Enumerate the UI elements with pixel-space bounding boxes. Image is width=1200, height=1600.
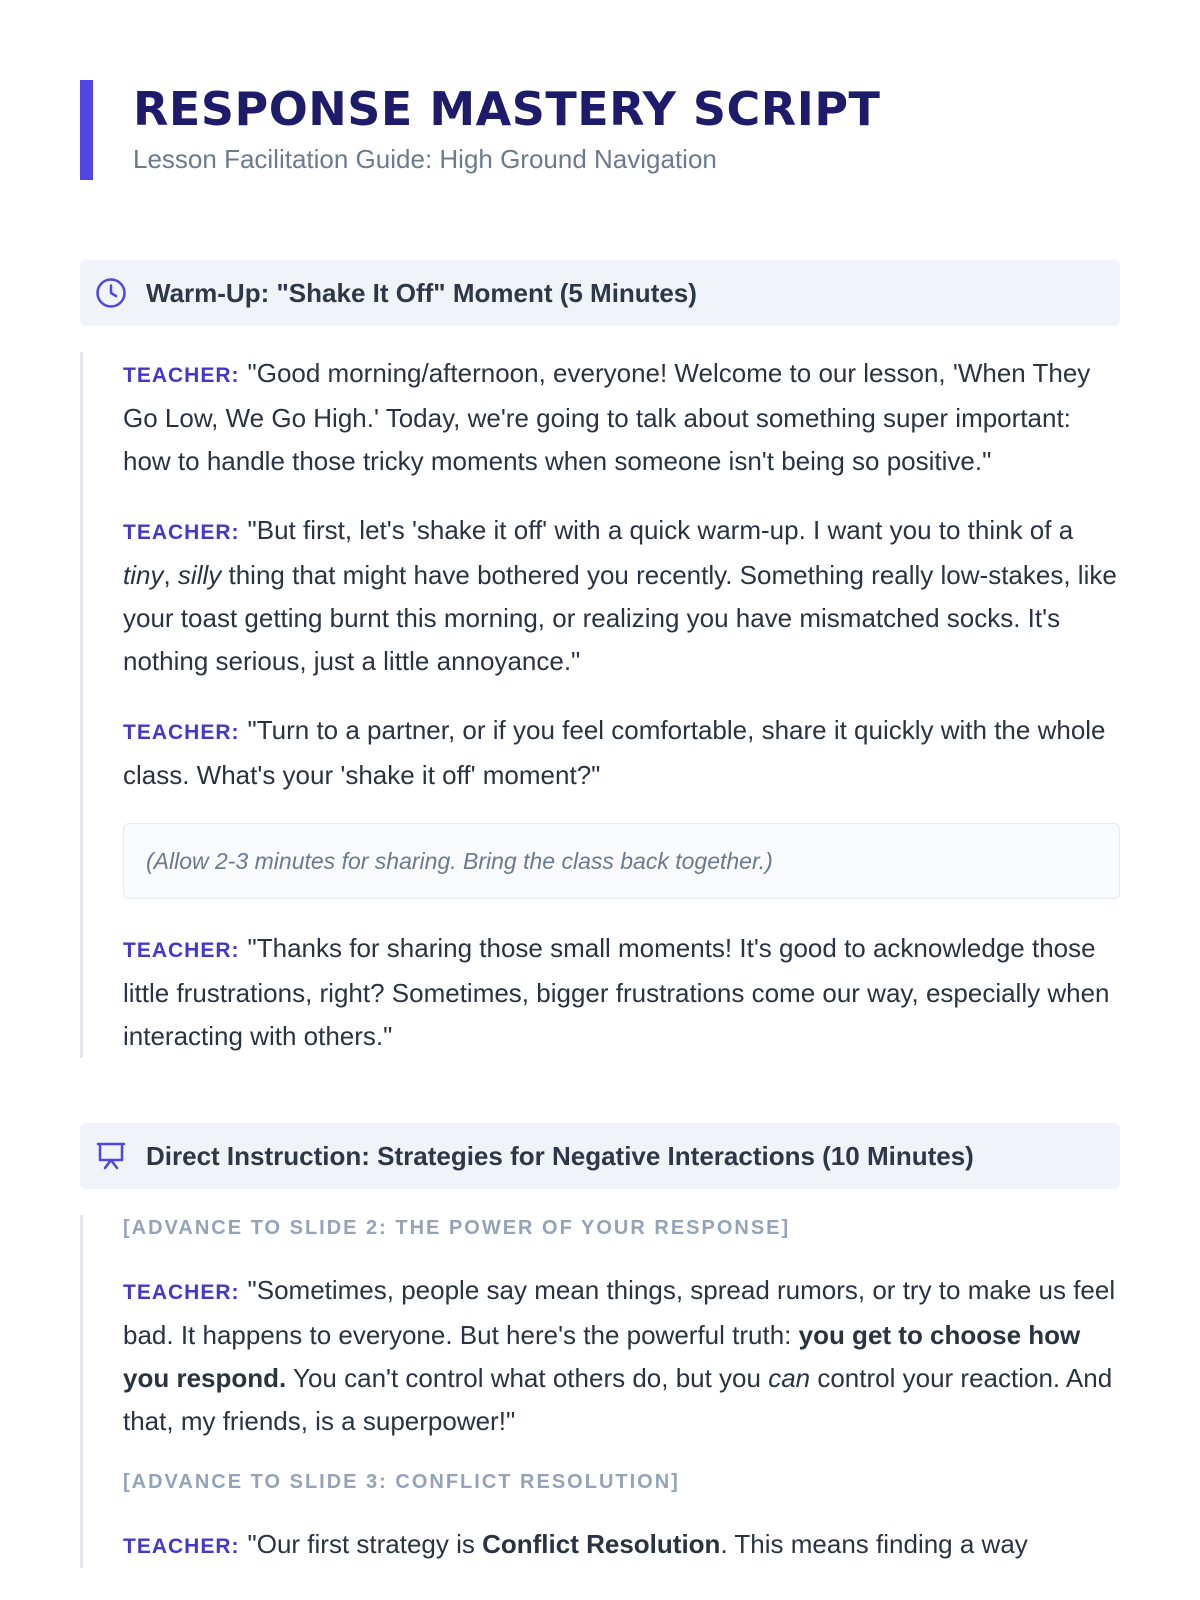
section-body: [80, 1215, 1120, 1568]
page-header: [80, 80, 1120, 180]
page-title: RESPONSE MASTERY SCRIPT: [133, 82, 881, 136]
script-text: . This means finding a way: [720, 1529, 1028, 1559]
emphasis-text: tiny: [123, 560, 164, 590]
lesson-page: [80, 80, 1120, 1568]
speaker-label: TEACHER:: [123, 1535, 240, 1558]
script-text: "Thanks for sharing those small moments! It's good to acknowledge those little frustrations, right? Sometimes, bigger frustrations come our way, especially when interacting with others.": [123, 933, 1110, 1051]
slide-cue: [ADVANCE TO SLIDE 2: THE POWER OF YOUR RESPONSE]: [123, 1217, 791, 1239]
strong-text: you get to choose how you respond.: [123, 1320, 1081, 1393]
strong-text: Conflict Resolution: [482, 1529, 721, 1559]
clock-icon: [94, 276, 128, 310]
presentation-icon: [94, 1139, 128, 1173]
section-header: [80, 260, 1120, 326]
emphasis-text: can: [768, 1363, 811, 1393]
page-subtitle: Lesson Facilitation Guide: High Ground Navigation: [133, 144, 717, 174]
section-body: [80, 352, 1120, 1058]
script-text: "Good morning/afternoon, everyone! Welcome to our lesson, 'When They Go Low, We Go High.' Today, we're going to talk about something super important: how to handle those tricky moments when someone isn't being so positive.": [123, 358, 1091, 476]
section-direct-instruction: [80, 1123, 1120, 1568]
facilitator-note: (Allow 2-3 minutes for sharing. Bring the class back together.): [123, 823, 1120, 899]
section-header: [80, 1123, 1120, 1189]
script-paragraph: [123, 927, 1120, 1058]
section-title: Warm-Up: "Shake It Off" Moment (5 Minutes): [146, 277, 697, 308]
script-text: "Turn to a partner, or if you feel comfortable, share it quickly with the whole class. What's your 'shake it off' moment?": [123, 715, 1106, 790]
script-paragraph: [123, 1269, 1120, 1443]
script-text: ,: [163, 560, 178, 590]
speaker-label: TEACHER:: [123, 521, 240, 544]
slide-cue: [ADVANCE TO SLIDE 3: CONFLICT RESOLUTION]: [123, 1471, 680, 1493]
script-text: "Our first strategy is: [247, 1529, 483, 1559]
speaker-label: TEACHER:: [123, 721, 240, 744]
script-paragraph: [123, 509, 1120, 683]
speaker-label: TEACHER:: [123, 939, 240, 962]
script-text: control your reaction. And that, my friends, is a superpower!": [123, 1363, 1113, 1436]
script-text: "But first, let's 'shake it off' with a quick warm-up. I want you to think of a: [247, 515, 1074, 545]
emphasis-text: silly: [177, 560, 222, 590]
speaker-label: TEACHER:: [123, 1281, 240, 1304]
section-title: Direct Instruction: Strategies for Negative Interactions (10 Minutes): [146, 1140, 974, 1171]
script-paragraph: [123, 352, 1120, 483]
script-text: You can't control what others do, but you: [286, 1363, 769, 1393]
script-paragraph: [123, 1523, 1120, 1568]
speaker-label: TEACHER:: [123, 364, 240, 387]
section-warm-up: [80, 260, 1120, 1058]
script-text: thing that might have bothered you recently. Something really low-stakes, like your toast getting burnt this morning, or realizing you have mismatched socks. It's nothing serious, just a little annoyance.": [123, 560, 1117, 676]
script-paragraph: [123, 709, 1120, 797]
script-text: "Sometimes, people say mean things, spread rumors, or try to make us feel bad. It happens to everyone. But here's the powerful truth:: [123, 1275, 1116, 1350]
